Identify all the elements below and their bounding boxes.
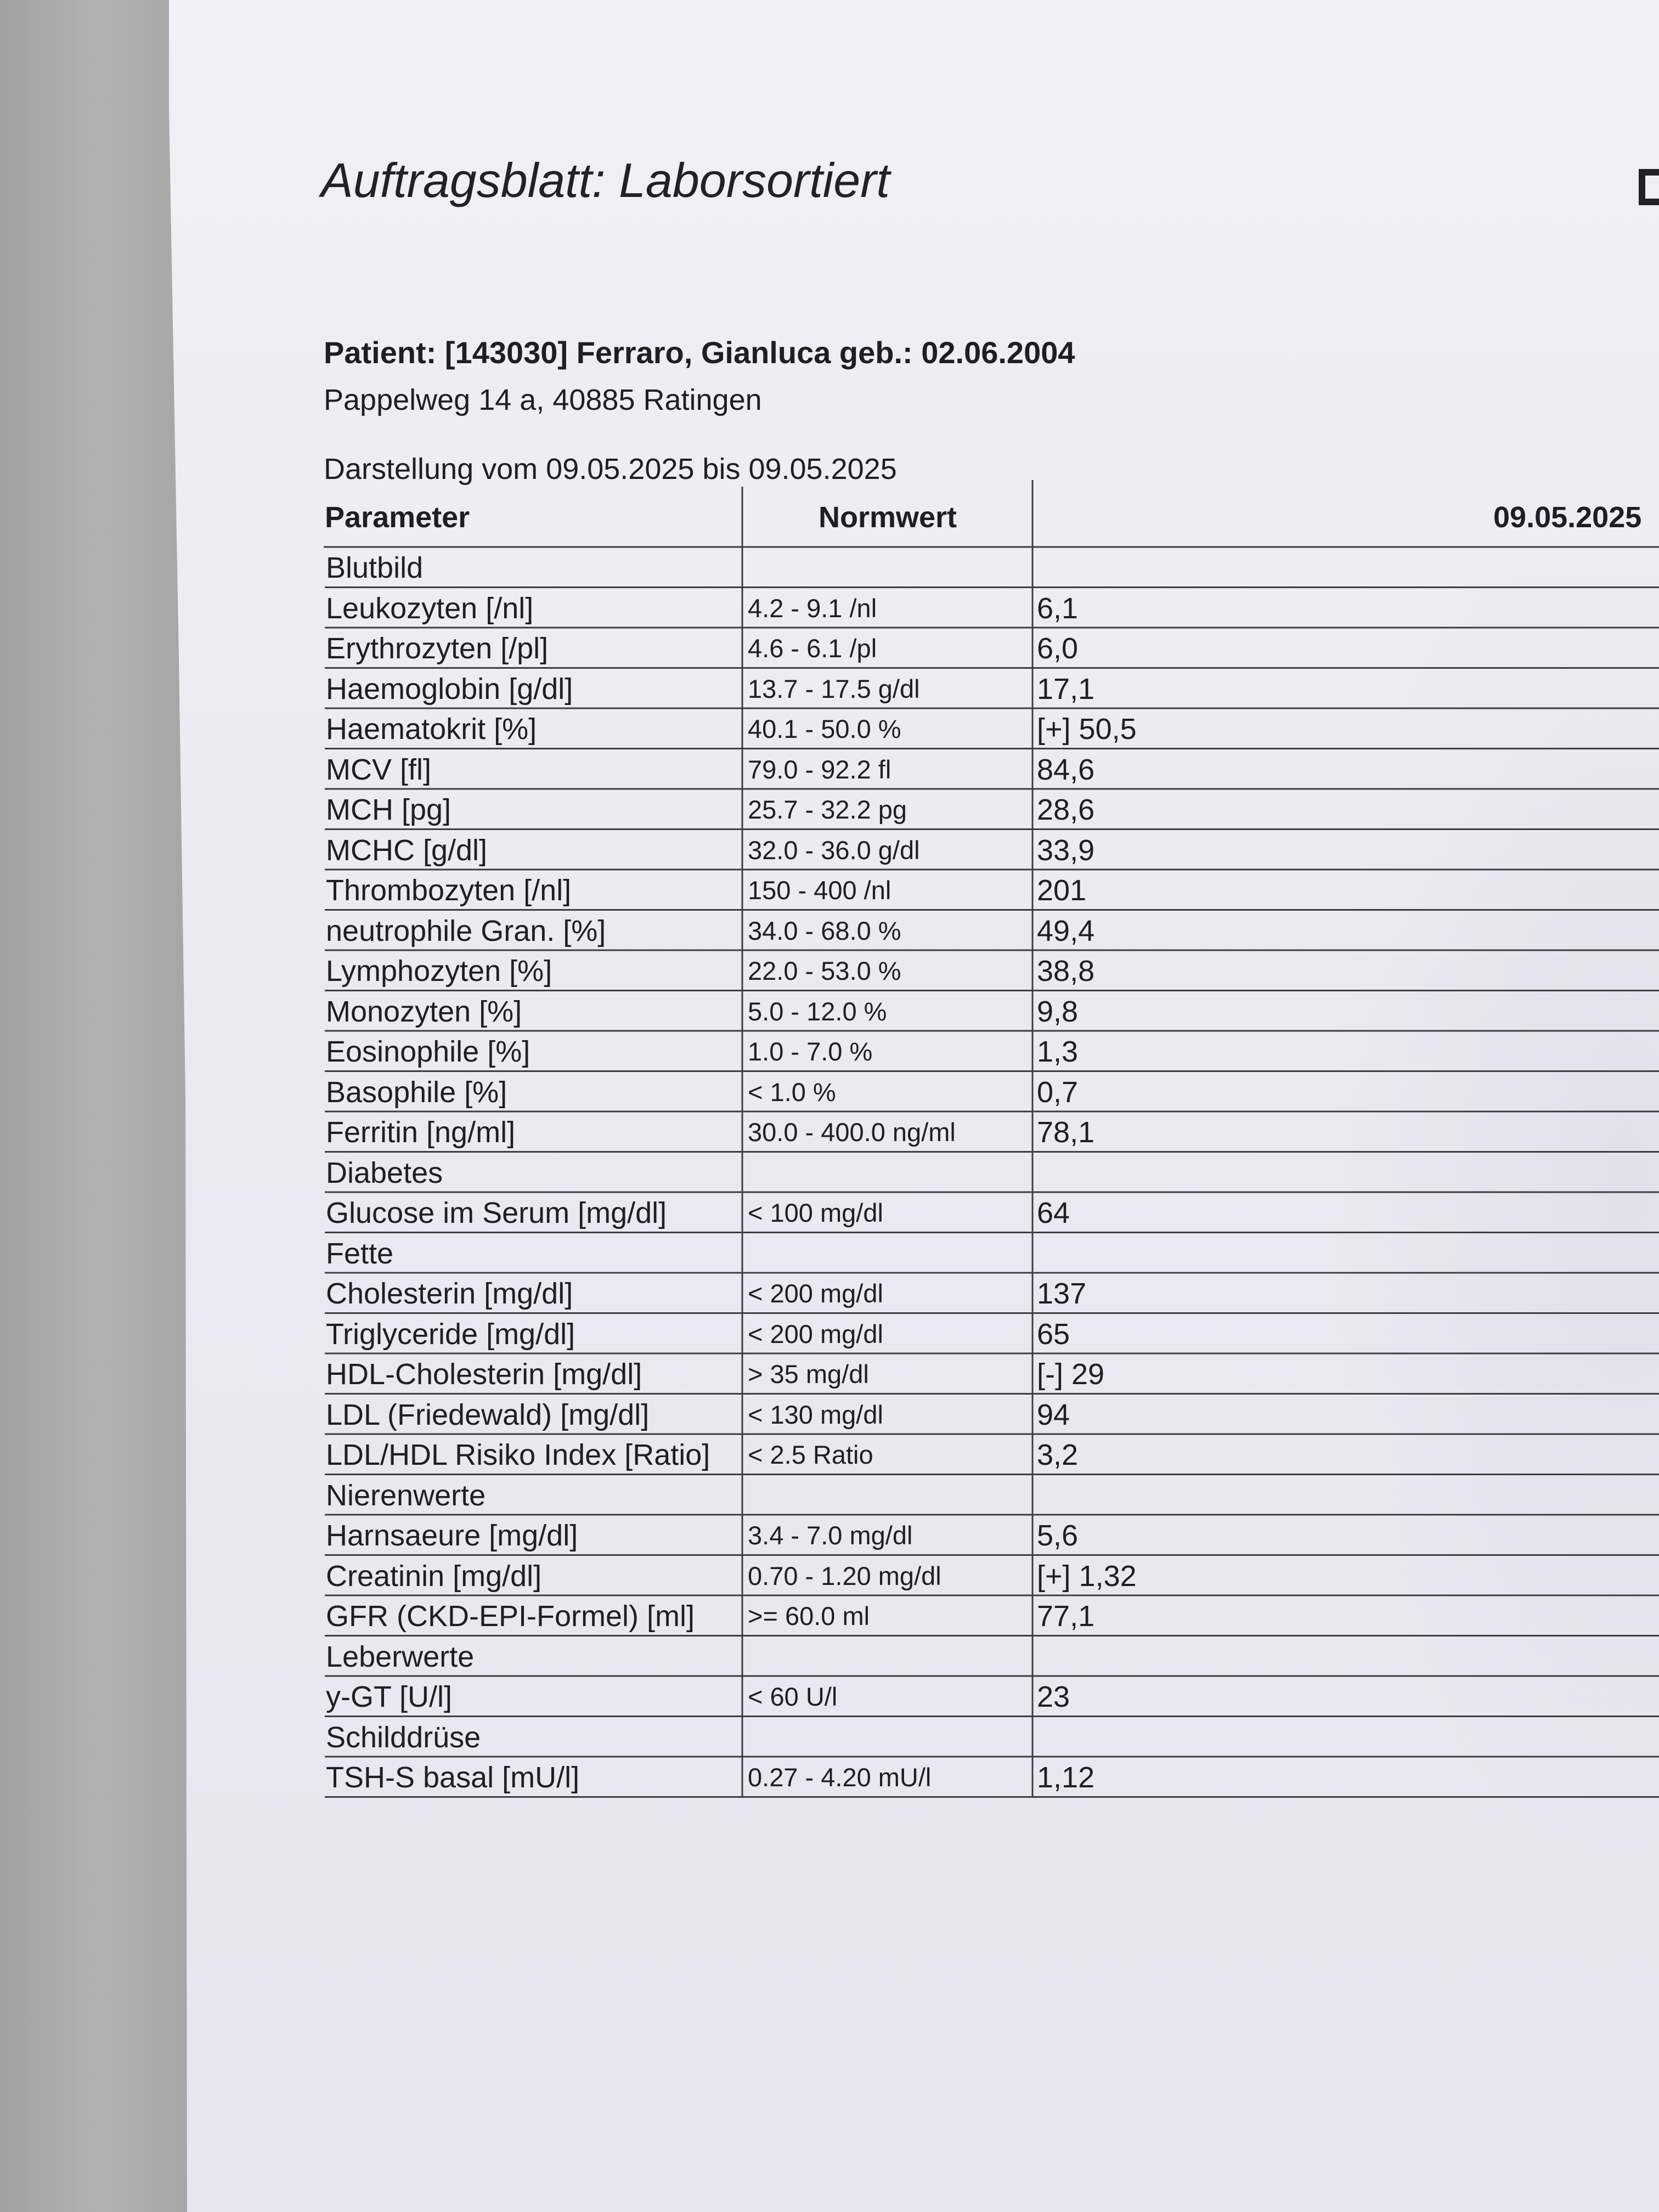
normwert-cell: 22.0 - 53.0 %: [748, 956, 901, 985]
normwert-cell: 30.0 - 400.0 ng/ml: [748, 1118, 956, 1147]
parameter-cell: Lymphozyten [%]: [326, 955, 552, 988]
table-row: [0, 1353, 1659, 1394]
value-cell: 201: [1037, 874, 1087, 907]
section-label: Nierenwerte: [326, 1479, 486, 1512]
parameter-cell: Glucose im Serum [mg/dl]: [326, 1197, 667, 1229]
section-row: [0, 1233, 1659, 1273]
table-row: [0, 668, 1659, 709]
parameter-cell: Haematokrit [%]: [326, 713, 537, 746]
value-cell: 28,6: [1037, 793, 1095, 826]
parameter-cell: Haemoglobin [g/dl]: [326, 672, 573, 706]
section-row: [0, 1152, 1659, 1193]
normwert-cell: 150 - 400 /nl: [748, 876, 891, 905]
normwert-cell: >= 60.0 ml: [748, 1601, 870, 1630]
table-row: [0, 1595, 1659, 1636]
value-cell: 77,1: [1037, 1600, 1095, 1633]
document-title: Auftragsblatt: Laborsortiert: [321, 153, 890, 207]
value-cell: 64: [1037, 1197, 1070, 1229]
table-row: [0, 950, 1659, 991]
table-row: [0, 1031, 1659, 1071]
normwert-cell: < 2.5 Ratio: [748, 1440, 873, 1469]
value-cell: 23: [1037, 1680, 1070, 1713]
section-row: [0, 547, 1659, 588]
parameter-cell: LDL/HDL Risiko Index [Ratio]: [326, 1438, 710, 1471]
value-cell: 3,2: [1037, 1438, 1079, 1471]
parameter-cell: Triglyceride [mg/dl]: [326, 1317, 575, 1351]
parameter-cell: Cholesterin [mg/dl]: [326, 1277, 573, 1310]
table-row: [0, 991, 1659, 1031]
section-label: Leberwerte: [326, 1640, 475, 1673]
table-row: [0, 830, 1659, 870]
header-parameter: Parameter: [325, 501, 470, 534]
table-row: [0, 789, 1659, 830]
normwert-cell: 1.0 - 7.0 %: [748, 1037, 873, 1066]
value-cell: 33,9: [1037, 833, 1095, 867]
parameter-cell: MCHC [g/dl]: [326, 833, 488, 867]
normwert-cell: 4.2 - 9.1 /nl: [748, 593, 877, 623]
header-normwert: Normwert: [819, 501, 957, 534]
section-row: [0, 1475, 1659, 1515]
parameter-cell: GFR (CKD-EPI-Formel) [ml]: [326, 1600, 695, 1633]
value-cell: [+] 50,5: [1037, 713, 1137, 746]
normwert-cell: 0.27 - 4.20 mU/l: [748, 1763, 932, 1792]
section-row: [0, 1636, 1659, 1677]
parameter-cell: Eosinophile [%]: [326, 1035, 531, 1068]
parameter-cell: MCV [fl]: [326, 753, 432, 786]
section-label: Diabetes: [326, 1156, 443, 1189]
parameter-cell: Thrombozyten [/nl]: [326, 874, 572, 907]
normwert-cell: < 200 mg/dl: [748, 1279, 883, 1308]
patient-line: Patient: [143030] Ferraro, Gianluca geb.: 02.06.2004: [324, 335, 1075, 370]
normwert-cell: 79.0 - 92.2 fl: [748, 754, 891, 784]
value-cell: 6,0: [1037, 632, 1079, 665]
normwert-cell: 25.7 - 32.2 pg: [748, 795, 907, 824]
parameter-cell: MCH [pg]: [326, 793, 452, 826]
value-cell: 78,1: [1037, 1116, 1095, 1149]
value-cell: [+] 1,32: [1037, 1559, 1137, 1593]
parameter-cell: neutrophile Gran. [%]: [326, 914, 606, 947]
table-row: [0, 1555, 1659, 1596]
parameter-cell: Ferritin [ng/ml]: [326, 1116, 516, 1149]
normwert-cell: < 1.0 %: [748, 1077, 836, 1107]
parameter-cell: Erythrozyten [/pl]: [326, 632, 549, 665]
parameter-cell: TSH-S basal [mU/l]: [326, 1761, 580, 1794]
parameter-cell: Creatinin [mg/dl]: [326, 1559, 542, 1593]
value-cell: [-] 29: [1037, 1358, 1105, 1391]
section-row: [0, 1717, 1659, 1757]
value-cell: 1,12: [1037, 1761, 1095, 1794]
table-row: [0, 1515, 1659, 1555]
table-row: [0, 1434, 1659, 1475]
table-row: [0, 588, 1659, 628]
parameter-cell: HDL-Cholesterin [mg/dl]: [326, 1358, 642, 1391]
parameter-cell: LDL (Friedewald) [mg/dl]: [326, 1398, 650, 1431]
header-date: 09.05.2025: [1493, 501, 1642, 534]
section-label: Schilddrüse: [326, 1720, 481, 1754]
normwert-cell: 13.7 - 17.5 g/dl: [748, 674, 920, 703]
section-label: Blutbild: [326, 551, 424, 584]
normwert-cell: 0.70 - 1.20 mg/dl: [748, 1561, 941, 1590]
value-cell: 6,1: [1037, 591, 1079, 625]
normwert-cell: > 35 mg/dl: [748, 1359, 869, 1389]
table-row: [0, 1071, 1659, 1112]
value-cell: 1,3: [1037, 1035, 1079, 1068]
value-cell: 9,8: [1037, 995, 1079, 1028]
section-label: Fette: [326, 1237, 394, 1270]
table-row: [0, 749, 1659, 789]
value-cell: 38,8: [1037, 955, 1095, 988]
table-row: [0, 1394, 1659, 1435]
cut-off-glyph: [1639, 169, 1659, 205]
normwert-cell: 3.4 - 7.0 mg/dl: [748, 1521, 913, 1550]
value-cell: 84,6: [1037, 753, 1095, 786]
table-row: [0, 1676, 1659, 1717]
value-cell: 137: [1037, 1277, 1087, 1310]
value-cell: 65: [1037, 1317, 1070, 1351]
parameter-cell: Harnsaeure [mg/dl]: [326, 1519, 578, 1552]
table-row: [0, 1192, 1659, 1233]
table-row: [0, 708, 1659, 749]
normwert-cell: 5.0 - 12.0 %: [748, 996, 887, 1026]
table-row: [0, 1111, 1659, 1152]
table-row: [0, 1313, 1659, 1354]
normwert-cell: < 100 mg/dl: [748, 1198, 883, 1227]
table-row: [0, 628, 1659, 668]
normwert-cell: < 200 mg/dl: [748, 1319, 883, 1348]
parameter-cell: Basophile [%]: [326, 1075, 507, 1109]
table-row: [0, 910, 1659, 951]
parameter-cell: y-GT [U/l]: [326, 1680, 453, 1713]
parameter-cell: Leukozyten [/nl]: [326, 591, 534, 625]
patient-address: Pappelweg 14 a, 40885 Ratingen: [324, 383, 762, 416]
normwert-cell: 32.0 - 36.0 g/dl: [748, 835, 920, 865]
value-cell: 17,1: [1037, 672, 1095, 706]
normwert-cell: 4.6 - 6.1 /pl: [748, 634, 877, 663]
value-cell: 94: [1037, 1398, 1070, 1431]
value-cell: 0,7: [1037, 1075, 1079, 1109]
normwert-cell: 40.1 - 50.0 %: [748, 714, 901, 743]
normwert-cell: 34.0 - 68.0 %: [748, 916, 901, 945]
value-cell: 49,4: [1037, 914, 1095, 947]
normwert-cell: < 130 mg/dl: [748, 1400, 883, 1429]
display-range: Darstellung vom 09.05.2025 bis 09.05.2025: [324, 453, 897, 486]
table-row: [0, 1757, 1659, 1797]
table-row: [0, 870, 1659, 910]
table-row: [0, 1273, 1659, 1313]
parameter-cell: Monozyten [%]: [326, 995, 522, 1028]
value-cell: 5,6: [1037, 1519, 1079, 1552]
normwert-cell: < 60 U/l: [748, 1682, 838, 1711]
